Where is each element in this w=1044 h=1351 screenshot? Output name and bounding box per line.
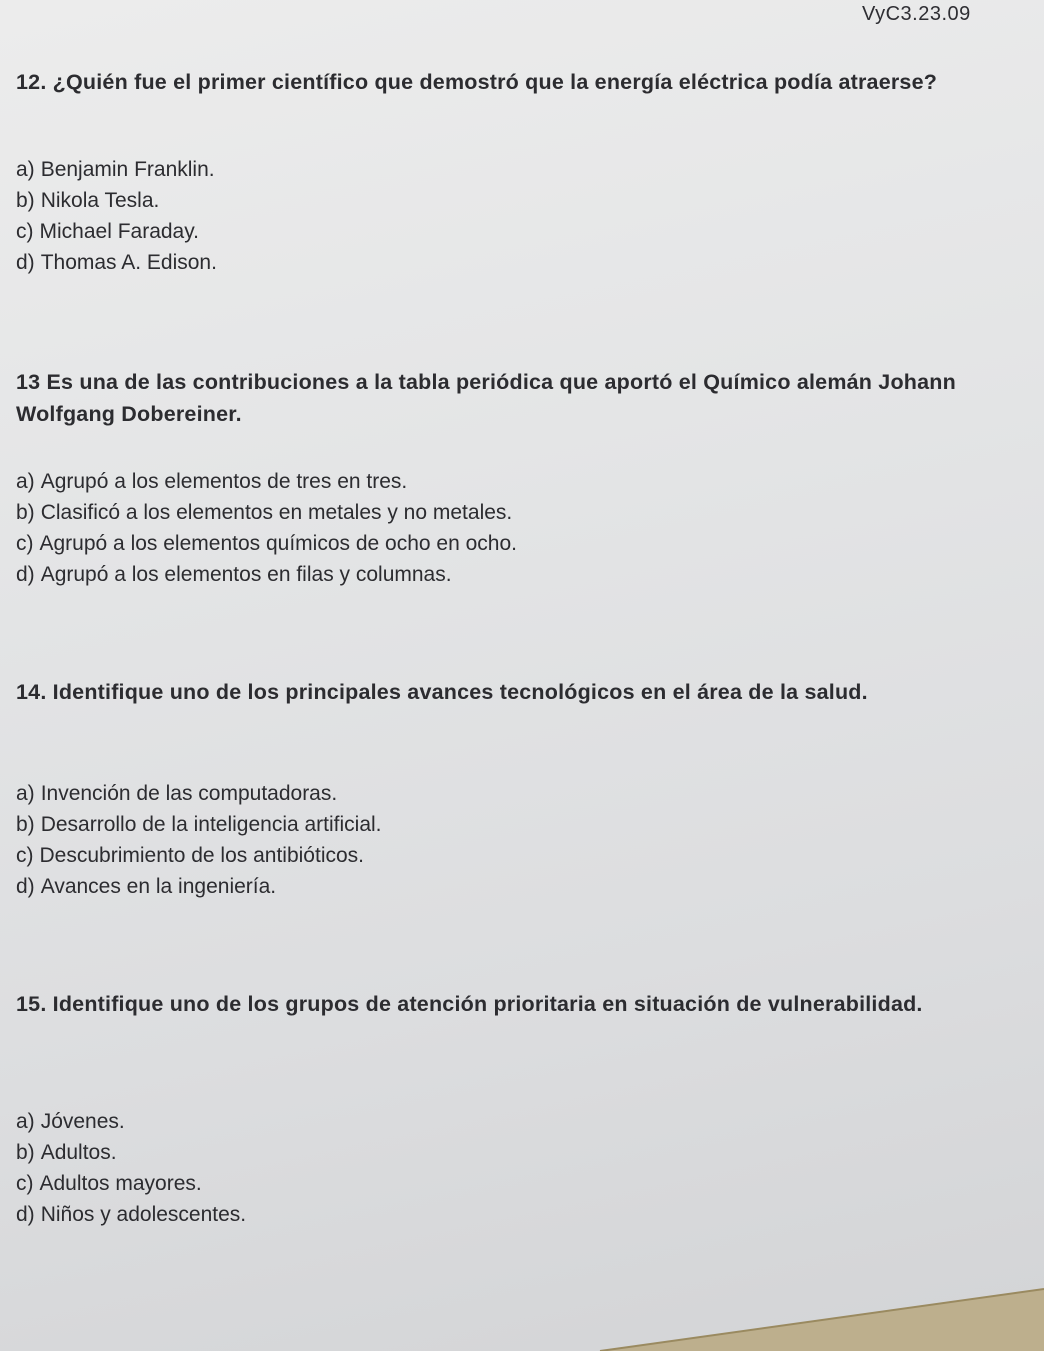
table-edge-decoration <box>0 1271 1044 1351</box>
question-14-options <box>16 778 382 902</box>
option-letter: d) <box>16 1203 35 1226</box>
option-text: Niños y adolescentes. <box>40 1203 247 1226</box>
document-code: VyC3.23.09 <box>862 3 971 25</box>
option-letter: a) <box>16 1110 35 1133</box>
option-item[interactable] <box>16 466 517 497</box>
option-text: Clasificó a los elementos en metales y no metales. <box>40 501 513 524</box>
option-letter: c) <box>16 532 34 555</box>
option-text: Benjamin Franklin. <box>40 158 215 181</box>
option-text: Jóvenes. <box>40 1110 125 1133</box>
option-item[interactable] <box>16 840 382 871</box>
option-item[interactable] <box>16 1168 246 1199</box>
option-letter: c) <box>16 1172 34 1195</box>
option-text: Desarrollo de la inteligencia artificial. <box>40 813 382 836</box>
option-letter: d) <box>16 875 35 898</box>
option-item[interactable] <box>16 559 517 590</box>
option-item[interactable] <box>16 1199 246 1230</box>
option-item[interactable] <box>16 778 382 809</box>
option-letter: b) <box>16 1141 35 1164</box>
question-13-text: 13 Es una de las contribuciones a la tabla periódica que aportó el Químico alemán Johann Wolfgang Dobereiner. <box>16 370 956 426</box>
option-text: Invención de las computadoras. <box>40 782 338 805</box>
paper-edge-line <box>600 1289 1044 1351</box>
question-13-options <box>16 466 517 590</box>
option-item[interactable] <box>16 809 382 840</box>
option-letter: b) <box>16 189 35 212</box>
option-item[interactable] <box>16 154 217 185</box>
option-text: Adultos mayores. <box>39 1172 202 1195</box>
option-item[interactable] <box>16 216 217 247</box>
option-text: Agrupó a los elementos químicos de ocho en ocho. <box>39 532 517 555</box>
option-letter: d) <box>16 563 35 586</box>
table-surface <box>600 1289 1044 1351</box>
option-text: Avances en la ingeniería. <box>40 875 277 898</box>
option-text: Agrupó a los elementos de tres en tres. <box>40 470 408 493</box>
option-item[interactable] <box>16 1106 246 1137</box>
question-14-text: 14. Identifique uno de los principales avances tecnológicos en el área de la salud. <box>16 680 868 704</box>
option-item[interactable] <box>16 871 382 902</box>
option-text: Adultos. <box>40 1141 117 1164</box>
question-12-options <box>16 154 217 278</box>
option-item[interactable] <box>16 528 517 559</box>
option-letter: a) <box>16 158 35 181</box>
option-item[interactable] <box>16 497 517 528</box>
option-text: Michael Faraday. <box>39 220 200 243</box>
option-text: Nikola Tesla. <box>40 189 160 212</box>
option-letter: a) <box>16 470 35 493</box>
option-letter: b) <box>16 501 35 524</box>
option-letter: d) <box>16 251 35 274</box>
option-letter: a) <box>16 782 35 805</box>
question-12-text: 12. ¿Quién fue el primer científico que demostró que la energía eléctrica podía atraerse? <box>16 70 938 94</box>
option-text: Agrupó a los elementos en filas y columnas. <box>40 563 452 586</box>
question-15-text: 15. Identifique uno de los grupos de atención prioritaria en situación de vulnerabilidad. <box>16 992 923 1016</box>
option-letter: c) <box>16 844 34 867</box>
question-15-options <box>16 1106 246 1230</box>
option-text: Descubrimiento de los antibióticos. <box>39 844 364 867</box>
option-letter: c) <box>16 220 34 243</box>
option-letter: b) <box>16 813 35 836</box>
option-text: Thomas A. Edison. <box>40 251 217 274</box>
option-item[interactable] <box>16 247 217 278</box>
option-item[interactable] <box>16 185 217 216</box>
option-item[interactable] <box>16 1137 246 1168</box>
